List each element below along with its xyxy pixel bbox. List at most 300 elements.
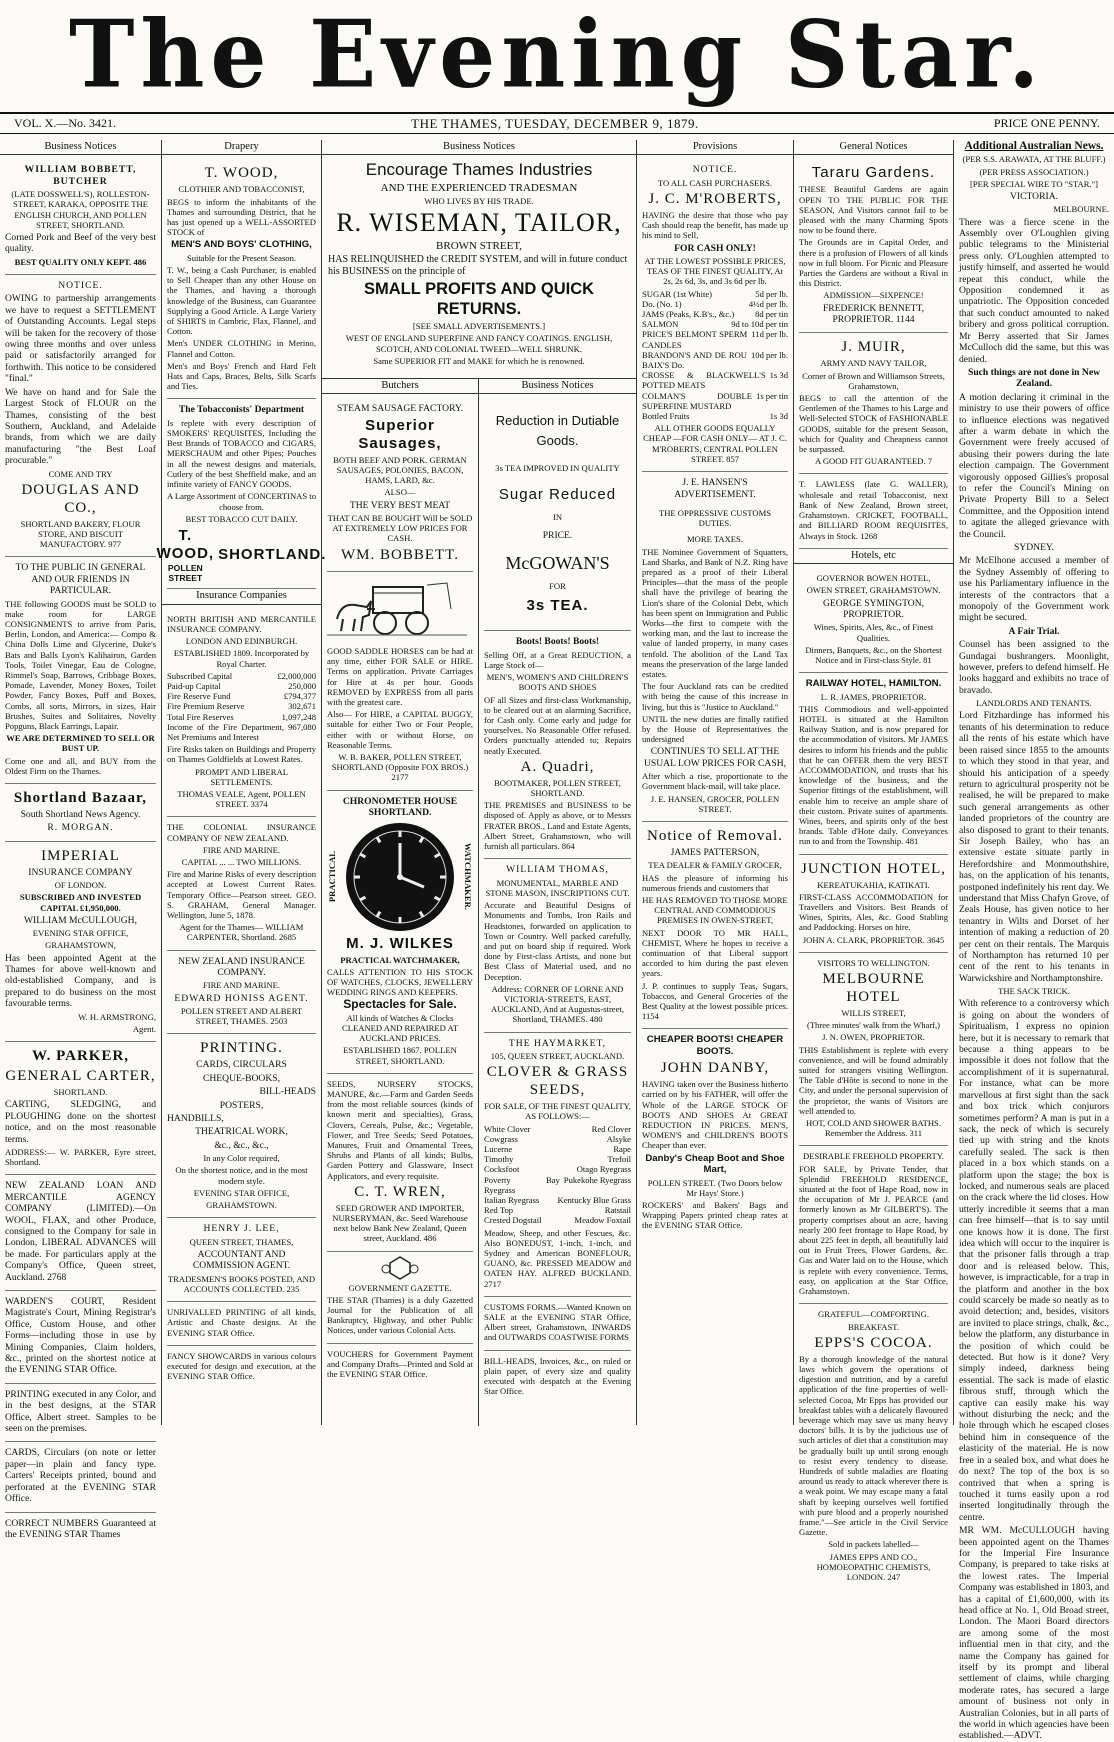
ad-danby [642, 1029, 788, 1237]
news-dateline: SYDNEY. [1013, 542, 1055, 553]
ad-title: GOVERNMENT GAZETTE. [348, 1282, 452, 1293]
ad-line: THE VERY BEST MEAT [349, 499, 451, 511]
ad-body: ACCOUNTANT AND COMMISSION AGENT. [192, 1248, 291, 1272]
price-row-label: Bottled Fruits [642, 411, 690, 422]
ad-customs [484, 1297, 631, 1351]
column-drapery [156, 140, 327, 1425]
ad-subtitle: FIRE AND MARINE. [202, 980, 281, 991]
ad-title: PRINTING. [200, 1040, 283, 1057]
ad-firm: MELBOURNE HOTEL [822, 971, 925, 1006]
ad-body: VOUCHERS for Government Payment and Company Drafts—Printed and Sold at the EVENING STAR Office. [327, 1348, 473, 1379]
ad-firm: R. WISEMAN, TAILOR, [336, 208, 622, 238]
ad-line: GRAHAMSTOWN, [45, 940, 116, 951]
ad-body: AT THE LOWEST POSSIBLE PRICES, TEAS OF THE FINEST QUALITY, At 2s, 2s 6d, 3s, and 3s 6d per lb. [644, 256, 786, 287]
seed-row-value: Otago Ryegrass [576, 1164, 631, 1175]
ad-body: GOOD SADDLE HORSES can be had at any time, either FOR SALE or HIRE. Terms on application. Private Carriages for Hire at 4s per hour. Goods REMOVED by EXPRESS from all parts with the greatest care. [327, 646, 473, 708]
seed-row [484, 1215, 631, 1225]
ad-line: CAPITAL ... ... TWO MILLIONS. [181, 856, 302, 867]
capital-row-label: Fire Reserve Fund [167, 691, 231, 702]
ad-body: UNTIL the new duties are finally ratified by the House of Representatives the undersigned [642, 713, 788, 745]
ad-vouchers [327, 1344, 473, 1387]
ad-melbourne-hotel [799, 953, 948, 1147]
ad-bobbett [5, 159, 156, 275]
capital-row [167, 712, 316, 722]
ad-title: WILLIAM THOMAS, [506, 864, 609, 876]
news-dateline: MELBOURNE. [1053, 204, 1109, 215]
ad-railway [799, 673, 948, 854]
ad-firm: C. T. WREN, [354, 1183, 446, 1200]
ad-nz-insurance [167, 951, 316, 1035]
ad-title: DESIRABLE FREEHOLD PROPERTY. [803, 1151, 944, 1162]
ad-firm: DOUGLAS AND CO., [21, 481, 140, 516]
price-row [642, 411, 788, 421]
news-paragraph: Counsel has been assigned to the Gundagai bushrangers. Moonlight, however, prefers to defend himself. He looks haggard and exhibits no trace of bravado. [959, 639, 1109, 696]
ad-subtitle: WHO LIVES BY HIS TRADE. [424, 196, 534, 206]
volume-number: VOL. X.—No. 3421. [14, 116, 116, 130]
price-row-value: 11d per lb. [751, 329, 788, 340]
ad-subtitle: OWEN STREET, GRAHAMSTOWN. [806, 585, 941, 596]
ad-body: UNRIVALLED PRINTING of all kinds, Artistic and Chaste designs. At the EVENING STAR Office. [167, 1307, 316, 1338]
coat-of-arms-icon [380, 1255, 420, 1281]
news-subhead: Such things are not done in New Zealand. [967, 366, 1101, 390]
news-paragraph: With reference to a controversy which is going on about the wonders of Spiritualism, I express no opinion here, but it is necessary to remark that because a thing appears to be impossible it does not follow that the accomplishment of it is supernatural. For instance, what can be more marvellous at first sight than the sack and box trick which conjurors sometimes perform? A man is put in a sack, the neck of which is securely tied up with string and the knots carefully sealed. The sack is then placed in a box which stands on a platform upon the stage; the box is locked, and numerous seals are placed on the crack where the lid closes. How utterly incredible it seems that a man can free himself—that is to say until one knows how it is done. The first idea which will occur to the inquirer is that the prisoner falls through a trap door and is released below. This, however, is impracticable, for a trap in the platform and another in the box could scarcely be made so neatly as to avoid detection; and, besides, visitors are invited to place strings, chalk, &c., below the platform, any disturbance in the position of which could be detected. But how is it done? Very simply indeed, darkness being essential. The sack is made of elastic fibrous stuff, through which the captive can easily make his way without disturbing the neck; and the hole through which he escaped closes behind him in consequence of the elasticity of the material. He is now free in a sealed box, and what does he do next? The top of the box is so contrived that when a spring is touched it turns easily upon a rod inserted longitudinally through the centre. [959, 998, 1109, 1523]
ad-signature: JAMES EPPS AND CO., HOMOEOPATHIC CHEMISTS, LONDON. 247 [816, 1551, 931, 1582]
seed-row-value: Kentucky Blue Grass [557, 1194, 631, 1205]
ad-printing [5, 1384, 156, 1443]
ad-signature: Agent. [132, 1023, 156, 1034]
ad-signature: W. H. ARMSTRONG, [78, 1011, 156, 1022]
ad-footer: BEST QUALITY ONLY KEPT. 486 [14, 256, 147, 267]
ad-address: POLLEN STREET. (Two Doors below Mr Hays' Store.) [647, 1177, 783, 1198]
ad-signature: JOHN A. CLARK, PROPRIETOR. 3645 [802, 934, 945, 945]
ad-lawless [799, 474, 948, 548]
column-news [954, 140, 1114, 1742]
ad-name: EDWARD HONISS AGENT. [174, 992, 309, 1004]
ad-firm: J. C. M'ROBERTS, [648, 191, 782, 208]
ad-line: ESTABLISHED 1867. POLLEN STREET, SHORTLAND. [343, 1045, 457, 1066]
seed-row [484, 1164, 631, 1174]
section-header: Hotels, etc [794, 549, 953, 564]
ad-mroberts [642, 159, 788, 472]
ad-title: T. WOOD, [204, 165, 279, 182]
ad-firm: EPPS'S COCOA. [814, 1334, 933, 1351]
ad-tobacco [156, 399, 327, 589]
ad-title: Reduction in Dutiable Goods. [495, 413, 620, 449]
price-row-label: SUGAR (1st White) [642, 288, 713, 299]
ad-address: ADDRESS:— W. PARKER, Eyre street, Shortland. [5, 1146, 156, 1168]
wide-subcolumns [322, 379, 636, 1426]
ad-line: FOR CASH ONLY! [674, 242, 756, 254]
ad-body: Meadow, Sheep, and other Fescues, &c. Also BONEDUST, 1-inch, 1-inch, and Sydney and American BONEFLOUR, GUANO, &c. PRESSED MEADOW and OATEN HAY. ALFRED BUCKLAND. 2717 [484, 1227, 631, 1289]
ad-body: CALLS ATTENTION TO HIS STOCK OF WATCHES, CLOCKS, JEWELLERY WEDDING RINGS AND KEEPERS. [327, 966, 473, 998]
price-row-value: 10d per lb. [751, 349, 788, 360]
subcolumn-butchers [322, 379, 479, 1426]
ad-line: GRAHAMSTOWN. [206, 1200, 277, 1211]
ad-line: IN [552, 511, 563, 522]
ad-body: BILL-HEADS, Invoices, &c., on ruled or plain paper, of every size and quality executed with despatch at the Evening Star Office. [484, 1355, 631, 1397]
sign-name: T. WOOD, [156, 526, 215, 562]
ad-footer: ALL OTHER GOODS EQUALLY CHEAP —FOR CASH ONLY— AT J. C. M'ROBERTS, CENTRAL POLLEN STREET. 857 [643, 423, 787, 464]
ad-unrivalled [167, 1302, 316, 1346]
ad-subtitle: BREAKFAST. [847, 1321, 899, 1332]
ad-body: THESE Beautiful Gardens are again OPEN TO THE PUBLIC FOR THE SEASON, And Visitors cannot fail to be pleased with the many Charming Spots now to be found there. [799, 184, 948, 236]
price-row-value: 5d per lb. [755, 288, 788, 299]
ad-body: NEW ZEALAND LOAN AND MERCANTILE AGENCY COMPANY (LIMITED).—On WOOL, FLAX, and other Produce, consigned to the Company for sale in London, LIBERAL ADVANCES will be made. For particulars apply at the Company's Office, Queen street, Auckland. 2768 [5, 1180, 156, 1283]
capital-row-value: 250,000 [288, 680, 316, 691]
ad-title: CHRONOMETER HOUSE SHORTLAND. [342, 795, 458, 819]
ad-line: Men's and Boys' French and Hard Felt Hats and Caps, Braces, Belts, Silk Scarfs and Ties. [167, 360, 316, 392]
ad-signature: FREDERICK BENNETT, PROPRIETOR. 1144 [822, 302, 925, 326]
price-row-value: 9d to 10d per tin [731, 319, 788, 330]
seed-row-label: Crested Dogstail [484, 1215, 542, 1226]
ad-baker-horses [327, 572, 473, 791]
ad-wood [167, 159, 316, 399]
ad-footer: WE ARE DETERMINED TO SELL OR BUST UP. [6, 733, 155, 754]
ad-signature: THOMAS VEALE, Agent, POLLEN STREET. 3374 [177, 788, 306, 810]
wiseman-ad [322, 140, 636, 379]
clock-icon [344, 821, 456, 933]
ad-headline: Danby's Cheap Boot and Shoe Mart, [645, 1152, 785, 1176]
seed-row [484, 1205, 631, 1215]
capital-row-label: Fire Premium Reserve [167, 701, 245, 712]
capital-row [167, 722, 316, 742]
seed-row [484, 1144, 631, 1154]
ad-body: THIS Establishment is replete with every convenience, and will be found admirably suited for strangers visiting Wellington. The Table d'Hôte is second to none in the City, and under the personal supervision of the proprietor, the wants of Visitors are well attended to. [799, 1044, 948, 1116]
ad-footer: SHORTLAND BAKERY, FLOUR STORE, AND BISCUIT MANUFACTORY. 977 [20, 518, 141, 550]
ad-thomas [484, 859, 631, 1032]
section-header: Insurance Companies [162, 589, 321, 604]
ad-subtitle: TEA DEALER & FAMILY GROCER, [648, 860, 782, 871]
seed-row-label: Red Top [484, 1205, 514, 1216]
ad-body: THE following GOODS must be SOLD to make room for LARGE CONSIGNMENTS to arrive from Paris, Berlin, London, and America:— Compo & China Dolls Lime and Glycerine, Duke's Bats and Balls Lyon's Kalihairon, Garden Tools, Toilet Vinegar, Eau de Cologne, Rimmel's Soap, Barrows, Cribbage Boxes, Pomade, Lavender, Money Boxes, Toilet Powder, Fancy Boxes, Puff and Boxes, Combs, all sorts, Mirrors, in sizes, Hair Brushes, Suites and Solitaires, Novelty Popguns, Black Earrings, Lapair. [5, 598, 156, 732]
ad-printing-office [167, 1034, 316, 1218]
ad-sausage [327, 398, 473, 571]
price-row-value: 1s 3d [769, 370, 788, 381]
ad-body: ROCKERS' and Bakers' Bags and Wrapping Papers printed cheap rates at the EVENING STAR Office. [642, 1199, 788, 1231]
ad-line: Men's UNDER CLOTHING in Merino, Flannel and Cotton. [167, 338, 316, 359]
ad-body: Fire Risks taken on Buildings and Property on Thames Goldfields at Lowest Rates. [167, 744, 316, 765]
ad-subtitle: ARMY AND NAVY TAILOR, [820, 358, 927, 369]
ad-body: NEXT DOOR TO MR HALL, CHEMIST, Where he hopes to receive a continuation of that Liberal support accorded to him during the past eleven years. [642, 927, 788, 979]
ad-body: TRADESMEN'S BOOKS POSTED, AND ACCOUNTS COLLECTED. 235 [167, 1273, 316, 1294]
capital-row-label: Income of the Fire Department, Net Premiums and Interest [167, 721, 285, 742]
ad-quadri [484, 631, 631, 859]
ad-body: HAVING taken over the Business hitherto carried on by his FATHER, will offer the Whole of the LARGE STOCK OF BOOTS AND SHOES At GREAT REDUCTION IN PRICES. MEN'S, WOMEN'S and CHILDREN'S BOOTS Cheaper than ever. [642, 1079, 788, 1151]
ad-junction [799, 855, 948, 953]
ad-line: Sold in packets labelled— [828, 1539, 919, 1550]
news-paragraph: Lord Fitzhardinge has informed his tenants of his determination to reduce all the rents of his estate which have been raised since 1855 to the amounts to which they stood in that year, and should his anticipation of a speedy return to agricultural prosperity not be realised, he will be prepared to make such general arrangements as other landed proprietors of the country are also disposed to grant to their tenants. Sir Joseph Bailey, who has an extensive estate situate partly in Herefordshire and Monmouthshire, has, on the application of his tenants, postponed indefinitely his rent day. We understand that Miss Chafyn Grove, of Zeals House, has given notice to her tenantry in Wilts and Dorset of her intention of making a reduction of 20 per cent on their rentals. The Marquis of Northampton has returned 10 per cent of the rent to his tenants in Warwickshire and Northamptonshire. [959, 710, 1109, 984]
side-label: PRACTICAL [327, 850, 337, 903]
ad-nzloan [5, 1175, 156, 1291]
price-row [642, 309, 788, 319]
ad-subtitle: MORE TAXES. [687, 534, 743, 545]
ad-subtitle: INSURANCE COMPANY [28, 866, 133, 878]
ad-body: CARDS, Circulars (on note or letter paper—in plain and fancy type. Carters' Receipts printed, bound and perforated at the EVENING STAR Office. [5, 1447, 156, 1505]
ad-title: WILLIAM BOBBETT, BUTCHER [24, 164, 137, 187]
seed-row-label: Cocksfoot [484, 1164, 520, 1175]
price-row [642, 329, 788, 349]
ad-subtitle: BOOTMAKER, POLLEN STREET, SHORTLAND. [494, 777, 621, 799]
seed-row-value: Alsyke [606, 1133, 631, 1144]
ad-wren [327, 1074, 473, 1252]
ad-muir [799, 333, 948, 474]
ad-body: Is replete with every description of SMOKERS' REQUISITES, Including the Best Brands of TOBACCO and CIGARS, MERSCHAUM and other Pipes; Pouches in all the newest designs and materials, Cutlery of the best Sheffield make, and an infinite variety of FANCY GOODS. [167, 417, 316, 490]
ad-body: Wines, Spirits, Ales, &c., of Finest Qualities. [813, 622, 934, 643]
ad-lee [167, 1218, 316, 1302]
ad-body: THE Nominee Government of Squatters, Land Sharks, and Bank of N.Z. Ring have prepared as a proof of their Liberal Principles—that the mass of the people shall have the privilege of bearing the Lion's share of the Colonial Debt, which has been spent on Immigration and Public Works—the first to compete with the working man, and the last to increase the value of landed property, in many cases tenfold. The abolition of the Land Tax means the preservation of the large landed estates. [642, 546, 788, 679]
price-row [642, 289, 788, 299]
ad-signature: Agent for the Thames— WILLIAM CARPENTER, Shortland. 2685 [179, 922, 304, 943]
ad-epps [799, 1304, 948, 1589]
ad-body: HAVING the desire that those who pay Cash should reap the benefit, has made up his mind to Sell, [642, 210, 788, 241]
ad-signature: W. B. BAKER, POLLEN STREET, SHORTLAND (Opposite FOX BROS.) 2177 [331, 752, 469, 783]
ad-line: MEN'S AND BOYS' CLOTHING, [171, 239, 312, 251]
ad-body: Has been appointed Agent at the Thames for above well-known and old-established Company, and is prepared to do business on the most favourable terms. [5, 952, 156, 1010]
capital-row-label: Total Fire Reserves [167, 711, 234, 722]
price-row-label: COLMAN'S DOUBLE SUPERFINE MUSTARD [642, 390, 753, 411]
section-header: General Notices [794, 140, 953, 155]
ad-notice-douglas [5, 275, 156, 557]
section-header: Drapery [162, 140, 321, 155]
price-row [642, 350, 788, 370]
ad-mcgowan [484, 398, 631, 631]
price-row-value: 1s per tin [756, 390, 788, 401]
ad-imperial [5, 842, 156, 1042]
ad-subtitle: South Shortland News Agency. [20, 809, 141, 821]
column-provisions [637, 140, 794, 1425]
price-row-label: JAMS (Peaks, K.B's., &c.) [642, 309, 735, 320]
ad-body: We have on hand and for Sale the Largest Stock of FLOUR on the Thames, consisting of the best Southern, Auckland, and Adelaide brands, from which we are daily manufacturing "the Best Loaf procurable." [5, 386, 156, 467]
price-row-value: 8d per tin [755, 309, 788, 320]
section-header: Business Notices [322, 140, 636, 155]
ad-title: THE HAYMARKET, [508, 1037, 607, 1049]
seed-row [484, 1154, 631, 1164]
ad-line: SHORTLAND. [53, 1087, 108, 1098]
ad-line: Same SUPERIOR FIT and MAKE for which he is renowned. [373, 355, 585, 366]
sign-street: POLLEN STREET [167, 562, 203, 584]
ad-line: MEN'S, WOMEN'S AND CHILDREN'S BOOTS AND SHOES [486, 672, 629, 693]
ad-title: The Tobacconists' Department [178, 404, 305, 416]
price-row [642, 299, 788, 309]
ad-warden [5, 1291, 156, 1384]
side-label: WATCHMAKER. [463, 843, 473, 910]
ad-title: W. PARKER, [31, 1048, 130, 1065]
columns [0, 140, 1114, 1742]
ad-body: Dinners, Banquets, &c., on the Shortest Notice and in First-class Style. 81 [805, 644, 942, 665]
ad-line: CHEQUE-BOOKS, [202, 1072, 281, 1084]
ad-north-british [167, 609, 316, 818]
capital-row-value: 302,671 [288, 701, 316, 712]
ad-title: GOVERNOR BOWEN HOTEL, [816, 573, 931, 584]
ad-line: [SEE SMALL ADVERTISEMENTS.] [412, 321, 546, 332]
newspaper-title: The Evening Star. [69, 0, 1045, 109]
ad-body: J. P. continues to supply Teas, Sugars, Tobaccos, and General Groceries of the Best Quality at the lowest possible prices. 1154 [642, 980, 788, 1022]
ad-parker [5, 1042, 156, 1175]
ad-cards [5, 1442, 156, 1512]
ad-subtitle: FIRE AND MARINE. [202, 844, 281, 855]
news-source: (PER PRESS ASSOCIATION.) [979, 166, 1089, 177]
ad-subtitle: GENERAL CARTER, [5, 1068, 156, 1085]
seed-list [484, 1124, 631, 1226]
ad-headline: Sugar Reduced [498, 485, 617, 503]
ad-body: CUSTOMS FORMS.—Wanted Known on SALE at the EVENING STAR Office, Albert street, Grahamstown, INWARDS and OUTWARDS COASTWISE FORMS [484, 1301, 631, 1343]
seed-row-label: Cowgrass [484, 1133, 518, 1144]
ad-body: T. LAWLESS (late G. WALLER), wholesale and retail Tobacconist, next Bank of New Zealand, Brown street, Grahamstown. CRICKET, FOOTBALL, and BILLIARD ROOM REQUISITES, Always in Stock. 1268 [799, 479, 948, 541]
ad-title: CHEAPER BOOTS! CHEAPER BOOTS. [646, 1034, 784, 1057]
ad-title: TO THE PUBLIC IN GENERAL AND OUR FRIENDS IN PARTICULAR. [15, 562, 146, 597]
price-row-value: 1s 3d [769, 411, 788, 422]
ad-haymarket [484, 1033, 631, 1297]
seed-row-value: Meadow Foxtail [574, 1215, 631, 1226]
price-row-label: CROSSE & BLACKWELL'S POTTED MEATS [642, 370, 766, 391]
seed-row-label: Timothy [484, 1154, 514, 1165]
price-row-label: SALMON [642, 319, 679, 330]
ad-body: PRINTING executed in any Color, and in the best designs, at the STAR Office, Albert street. Samples to be seen on the premises. [5, 1388, 156, 1435]
ad-line: (Three minutes' walk from the Wharf,) [806, 1020, 941, 1031]
column-business-notices [0, 140, 162, 1540]
seed-row-label: Poverty Bay Ryegrass [484, 1174, 560, 1195]
ad-line: COME AND TRY [48, 468, 113, 479]
ad-line: PROMPT AND LIBERAL SETTLEMENTS. [195, 766, 288, 787]
ad-name: R. MORGAN. [47, 822, 114, 834]
news-source: [PER SPECIAL WIRE TO "STAR."] [969, 178, 1098, 189]
ad-body: Fire and Marine Risks of every description accepted at Lowest Current Rates. Temporary Office—Pearson street. GEO. S. GRAHAM, General Manager. Wellington, June 5, 1878. [167, 869, 316, 920]
ad-title: RAILWAY HOTEL, HAMILTON. [805, 678, 942, 690]
ad-firm: McGOWAN'S [505, 553, 610, 574]
ad-colonial [167, 817, 316, 950]
ad-body: FOR SALE, by Private Tender, that Splendid FREEHOLD RESIDENCE, situated at the foot of Hape Road, now in the occupation of Mr J. PEARCE (and formerly known as Mr GILBERT'S). The property comprises about an acre, having nearly 200 feet frontage to Hape Road, by about 225 feet in depth, all beautifully laid out in Fruit Trees, Flower Gardens, &c. Gas and Water laid on to the House, which is replete with every convenience. Terms, easy, on application at the Star Office, Grahamstown. [799, 1163, 948, 1297]
capital-row-label: Paid-up Capital [167, 680, 221, 691]
ad-line: On the shortest notice, and in the most modern style. [175, 1165, 308, 1186]
ad-signature: J. E. HANSEN, GROCER, POLLEN STREET. [650, 793, 780, 814]
ad-firm: A. Quadri, [520, 758, 595, 775]
news-subhead: A Fair Trial. [1008, 625, 1060, 637]
ad-subtitle: AND THE EXPERIENCED TRADESMAN [380, 182, 578, 194]
news-paragraph: MR WM. McCULLOUGH having been appointed agent on the Thames for the Imperial Fire Insurance Company, is prepared to take risks at the lowest rates. The Imperial Company was established in 1803, and has a capital of £1,600,000, with its head office at No. 1, Old Broad street, London. The Maori Board directors are among some of the most influential men in that city, and the name the Company has gained for itself by its prompt and liberal settlement of claims, while charging moderate rates, has secured a large amount of business not only in Australian Colonies, but in all parts of the world in which agencies have been established.—ADVT. [959, 1525, 1109, 1742]
column-general-notices [794, 140, 954, 1582]
section-header: Provisions [637, 140, 793, 155]
ad-correct [5, 1513, 156, 1548]
ad-title: THE COLONIAL INSURANCE COMPANY OF NEW ZEALAND. [167, 822, 316, 843]
ad-body: Corned Pork and Beef of the very best quality. [5, 232, 156, 255]
capital-row-label: Subscribed Capital [167, 670, 233, 681]
ad-headline: Spectacles for Sale. [343, 997, 457, 1012]
seed-row [484, 1195, 631, 1205]
sign-town: SHORTLAND. [218, 546, 327, 564]
price: PRICE ONE PENNY. [993, 116, 1100, 130]
ad-line: POSTERS, [219, 1099, 264, 1111]
ad-line: PRICE. [542, 529, 573, 541]
ad-name: J. N. OWEN, PROPRIETOR. [822, 1032, 925, 1043]
seed-row-value: Trefoil [607, 1154, 631, 1165]
ad-line: A Large Assortment of CONCERTINAS to choose from. [167, 491, 316, 512]
ad-line: ALSO— [384, 487, 416, 498]
ad-body: SEEDS, NURSERY STOCKS, MANURE, &c.—Farm and Garden Seeds from the most reliable sources (kinds of known merit and specialties), Grass, Clovers, Cereals, Pulse, &c.; Vegetable, Flower, and Tree Seeds; Seed Potatoes, Manures, Fruit and Ornamental Trees, Shrubs and Plants of all kinds; Bulbs, Garden Pottery and Glassware, Insect Applicators, and every requisite. [327, 1078, 473, 1181]
ad-subtitle: THE OPPRESSIVE CUSTOMS DUTIES. [658, 507, 772, 529]
news-paragraph: Mr McElhone accused a member of the Sydney Assembly of offering to use his Parliamentary influence in the interests of the contractors that a monopoly of the Government work might be secured. [959, 555, 1109, 624]
ad-title: J. E. HANSEN'S ADVERTISEMENT. [674, 477, 756, 500]
ad-headline: CLOVER & GRASS SEEDS, [486, 1064, 629, 1099]
ad-fancy [167, 1346, 316, 1389]
seed-row-value: Pukekohe Ryegrass [563, 1174, 631, 1185]
seed-row [484, 1134, 631, 1144]
ad-subtitle: MONUMENTAL, MARBLE AND STONE MASON, INSCRIPTIONS CUT. [485, 877, 630, 898]
ad-body: WARDEN'S COURT, Resident Magistrate's Court, Mining Registrar's Office, Custom House, and other Forms—including those in use by Mining Companies, Claim holders, &c., printed on the shortest notice at the EVENING STAR Office. [5, 1296, 156, 1376]
news-paragraph: A motion declaring it criminal in the ministry to use their powers of office to influence elections was negatived after a warm debate in which the Government were freely accused of abusing their powers during the late election campaign. The Government vigorously opposed Gillies's proposal to refer the Council's Mining on Private Property Bill to a Select Committee, and the Opposition intend to agitate the alleged grievance with the Council. [959, 391, 1109, 540]
ad-body: OWING to partnership arrangements we have to request a SETTLEMENT of Outstanding Accounts. Legal steps will be taken for the recovery of those owing three months and over unless paid or satisfactorily arranged for forthwith. This notice to be considered "final." [5, 293, 156, 385]
ad-line: BEST TOBACCO CUT DAILY. [185, 513, 298, 524]
capital-row-value: 967,080 [288, 721, 316, 732]
ad-firm: JOHN DANBY, [660, 1060, 770, 1077]
ad-title: VISITORS TO WELLINGTON. [817, 957, 930, 968]
ad-body: HAS RELINQUISHED the CREDIT SYSTEM, and will in future conduct his BUSINESS on the principle of [328, 254, 628, 277]
ad-title: Boots! Boots! Boots! [515, 636, 600, 648]
capital-row [167, 691, 316, 701]
ad-title: JUNCTION HOTEL, [801, 860, 946, 877]
ad-headline: 3s TEA. [526, 597, 589, 615]
ad-gazette [327, 1252, 473, 1344]
ad-line: EVENING STAR OFFICE, [193, 1187, 290, 1198]
ad-title: NORTH BRITISH AND MERCANTILE INSURANCE COMPANY. [167, 613, 316, 634]
section-header: Business Notices [479, 379, 636, 394]
ad-name: WILLIAM McCULLOUGH, [24, 914, 137, 926]
ad-headline: SMALL PROFITS AND QUICK RETURNS. [363, 280, 595, 319]
news-source: (PER S.S. ARAWATA, AT THE BLUFF.) [962, 154, 1106, 165]
ad-line: THEATRICAL WORK, [195, 1126, 288, 1138]
ad-title: Notice of Removal. [647, 828, 783, 844]
ad-body: The Grounds are in Capital Order, and there is a profusion of Flowers of all kinds now in full bloom. For Picnic and Pleasure Parties the Gardens are without a Rival in this District. [799, 237, 948, 289]
ad-line: 3s TEA IMPROVED IN QUALITY [495, 463, 620, 474]
ad-line: Come one and all, and BUY from the Oldest Firm on the Thames. [5, 755, 156, 776]
ad-line: BILL-HEADS [259, 1086, 316, 1098]
ad-signature: WM. BOBBETT. [341, 546, 459, 563]
ad-body: CORRECT NUMBERS Guaranteed at the EVENING STAR Thames [5, 1517, 156, 1540]
price-row [642, 370, 788, 390]
seed-row [484, 1175, 631, 1195]
ad-line: FOR SALE, OF THE FINEST QUALITY, AS FOLLOWS:— [484, 1101, 631, 1122]
ad-name: GEORGE SYMINGTON, PROPRIETOR. [822, 597, 925, 620]
ad-body: FANCY SHOWCARDS in various colours executed for design and execution, at the EVENING STAR Office. [167, 1350, 316, 1382]
capital-row-value: 1,097,248 [281, 711, 316, 722]
ad-subtitle: OF LONDON. [54, 880, 107, 891]
ad-title: IMPERIAL [41, 847, 120, 864]
ad-body: SEED GROWER AND IMPORTER, NURSERYMAN, &c. Seed Warehouse next below Bank New Zealand, Queen street, Auckland. 486 [332, 1202, 468, 1244]
ad-address: Address: CORNER OF LORNE AND VICTORIA-STREETS, EAST, AUCKLAND, And at Augustus-street, Shortland, THAMES. 480 [491, 983, 624, 1025]
ad-bazaar [5, 784, 156, 842]
ad-address: Corner of Brown and Williamson Streets, Grahamstown, [802, 370, 945, 391]
ad-address: POLLEN STREET AND ALBERT STREET, THAMES. 2503 [180, 1006, 303, 1027]
ad-subtitle: KEREATUKAHIA, KATIKATI. [817, 879, 930, 890]
horse-cart-engraving [327, 579, 467, 637]
column-wiseman [322, 140, 637, 1425]
date-place: THE THAMES, TUESDAY, DECEMBER 9, 1879. [411, 115, 699, 131]
ad-body: The four Auckland rats can be credited with being the cause of this increase in living, but this is "Justice to Auckland." [642, 681, 788, 712]
ad-body: WEST OF ENGLAND SUPERFINE AND FANCY COATINGS. ENGLISH, SCOTCH, AND COLONIAL TWEED—WELL SHRUNK. [345, 333, 613, 354]
price-row-value: 4½d per lb. [748, 298, 788, 309]
ad-body: THE STAR (Thames) is a duly Gazetted Journal for the Publication of all Bankruptcy, Highway, and other Public Notices, under various Colonial Acts. [327, 1294, 473, 1336]
price-list [642, 289, 788, 422]
capital-table [167, 671, 316, 742]
dateline [0, 112, 1114, 134]
ad-body: THIS Commodious and well-appointed HOTEL is situated at the Hamilton Railway Station, and is now prepared for the accommodation of visitors. Mr JAMES desires to inform his friends and the public that he can OFFER them the very BEST ACCOMMODATION, and trusts that his knowledge of the business, and the Superior fittings of the establishment, will enable him to receive an ample share of their custom. Private suites of apartments. Wines, beers, and spirits only of the best brands. Table d'Hote daily. Conveyances run to and from the Township. 481 [799, 703, 948, 847]
subcolumn-business [479, 379, 636, 1426]
ad-subtitle: WILLIS STREET, [841, 1008, 906, 1019]
section-header: Business Notices [0, 140, 161, 155]
ad-line: FOR [549, 581, 566, 592]
section-header: Butchers [322, 379, 478, 394]
price-row [642, 319, 788, 329]
ad-title: NEW ZEALAND INSURANCE COMPANY. [178, 955, 305, 979]
